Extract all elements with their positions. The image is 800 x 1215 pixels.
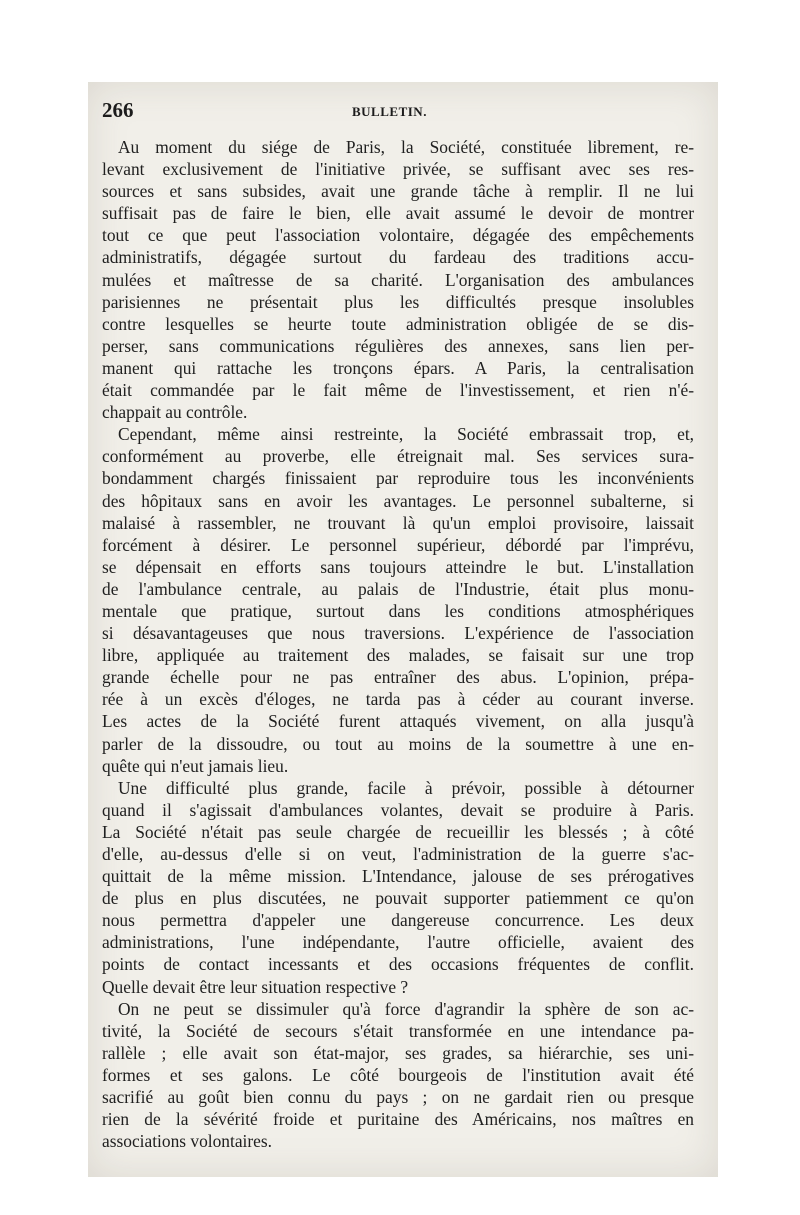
text-line: rallèle ; elle avait son état-major, ses grades, sa hiérarchie, ses uni- <box>102 1042 694 1063</box>
text-line: administrations, l'une indépendante, l'autre officielle, avaient des <box>102 932 694 953</box>
text-line: se dépensait en efforts sans toujours atteindre le but. L'installation <box>102 556 694 577</box>
text-line: chappait au contrôle. <box>102 402 248 423</box>
text-line: rée à un excès d'éloges, ne tarda pas à céder au courant inverse. <box>102 689 694 710</box>
page-header <box>102 98 692 124</box>
text-line: Cependant, même ainsi restreinte, la Société embrassait trop, et, <box>118 424 694 445</box>
text-line: associations volontaires. <box>102 1131 273 1152</box>
text-line: La Société n'était pas seule chargée de recueillir les blessés ; à côté <box>102 821 694 842</box>
text-line: contre lesquelles se heurte toute administration obligée de se dis- <box>102 313 694 334</box>
text-line: Au moment du siége de Paris, la Société, constituée librement, re- <box>118 137 694 157</box>
text-line: mulées et maîtresse de sa charité. L'organisation des ambulances <box>102 269 694 290</box>
running-head: BULLETIN. <box>352 104 427 119</box>
text-line: de plus en plus discutées, ne pouvait supporter patiemment ce qu'on <box>102 888 694 909</box>
text-line: parisiennes ne présentait plus les difficultés presque insolubles <box>102 291 694 312</box>
text-line: Les actes de la Société furent attaqués vivement, on alla jusqu'à <box>102 711 694 732</box>
text-line: mentale que pratique, surtout dans les conditions atmosphériques <box>102 600 694 621</box>
text-line: de l'ambulance centrale, au palais de l'Industrie, était plus monu- <box>102 578 694 599</box>
text-line: sacrifié au goût bien connu du pays ; on ne gardait rien ou presque <box>102 1087 694 1108</box>
text-line: des hôpitaux sans en avoir les avantages. Le personnel subalterne, si <box>102 490 694 511</box>
text-line: parler de la dissoudre, ou tout au moins de la soumettre à une en- <box>102 733 694 754</box>
text-line: tout ce que peut l'association volontaire, dégagée des empêchements <box>102 225 694 246</box>
text-line: quittait de la même mission. L'Intendance, jalouse de ses prérogatives <box>102 866 694 887</box>
text-line: Une difficulté plus grande, facile à prévoir, possible à détourner <box>118 777 694 798</box>
text-line: était commandée par le fait même de l'investissement, et rien n'é- <box>102 380 694 401</box>
text-line: libre, appliquée au traitement des malades, se faisait sur une trop <box>102 645 694 666</box>
text-line: quand il s'agissait d'ambulances volantes, devait se produire à Paris. <box>102 799 694 820</box>
text-line: levant exclusivement de l'initiative privée, se suffisant avec ses res- <box>102 159 694 180</box>
text-line: On ne peut se dissimuler qu'à force d'agrandir la sphère de son ac- <box>118 998 694 1019</box>
text-line: sources et sans subsides, avait une grande tâche à remplir. Il ne lui <box>102 181 694 202</box>
body-text <box>102 136 694 1152</box>
text-line: bondamment chargés finissaient par reproduire tous les inconvénients <box>102 468 694 489</box>
text-line: quête qui n'eut jamais lieu. <box>102 755 289 776</box>
paragraph <box>102 136 694 423</box>
text-line: malaisé à rassembler, ne trouvant là qu'un emploi provisoire, laissait <box>102 512 694 533</box>
text-line: manent qui rattache les tronçons épars. A Paris, la centralisation <box>102 357 694 378</box>
text-line: conformément au proverbe, elle étreignait mal. Ses services sura- <box>102 446 694 467</box>
text-line: Quelle devait être leur situation respective ? <box>102 976 409 997</box>
text-line: administratifs, dégagée surtout du fardeau des traditions accu- <box>102 247 694 268</box>
book-page <box>88 82 718 1177</box>
text-line: points de contact incessants et des occasions fréquentes de conflit. <box>102 954 694 975</box>
text-line: forcément à désirer. Le personnel supérieur, débordé par l'imprévu, <box>102 534 694 555</box>
paragraph <box>102 777 694 998</box>
page-number: 266 <box>102 98 134 122</box>
text-line: perser, sans communications régulières des annexes, sans lien per- <box>102 335 694 356</box>
text-line: suffisait pas de faire le bien, elle avait assumé le devoir de montrer <box>102 203 694 224</box>
text-line: tivité, la Société de secours s'était transformée en une intendance pa- <box>102 1020 694 1041</box>
text-line: d'elle, au-dessus d'elle si on veut, l'administration de la guerre s'ac- <box>102 844 694 864</box>
text-line: rien de la sévérité froide et puritaine des Américains, nos maîtres en <box>102 1109 694 1130</box>
text-line: nous permettra d'appeler une dangereuse concurrence. Les deux <box>102 910 694 931</box>
text-line: formes et ses galons. Le côté bourgeois de l'institution avait été <box>102 1064 694 1085</box>
paragraph <box>102 998 694 1153</box>
paragraph <box>102 423 694 777</box>
text-line: grande échelle pour ne pas entraîner des abus. L'opinion, prépa- <box>102 667 694 688</box>
text-line: si désavantageuses que nous traversions. L'expérience de l'association <box>102 623 694 644</box>
